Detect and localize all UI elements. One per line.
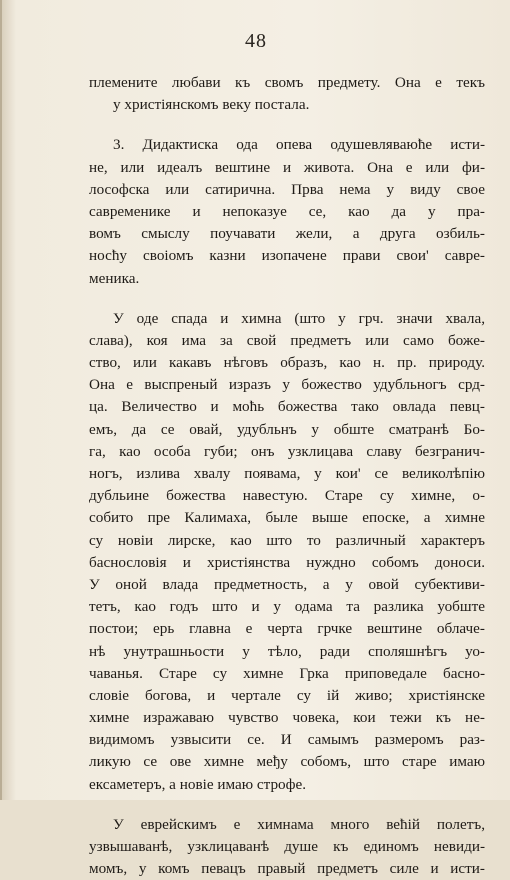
text-line: баснословiя и христiянства нуждно собомъ доноси. [89,553,485,571]
text-line: ногъ, излива хвалу появама, у кои' се великолѣпiю [89,465,485,482]
text-line: не, или идеалъ вештине и живота. Она е или фи- [89,158,485,176]
text-line: племените любави къ свомъ предмету. Она е текъ [89,74,485,91]
text-line: узвышаванѣ, узклицаванѣ душе къ единомъ невиди- [89,838,485,855]
text-line: нѣ унутрашньости у тѣло, ради споляшнѣгъ уо- [89,642,485,660]
text-line: тетъ, као годъ што и у одама та разлика уобште [89,598,485,616]
paragraph-1 [89,72,485,116]
text-line: слава), коя има за свой предметъ или само боже- [89,331,485,349]
paragraph-4 [89,814,485,880]
text-line: У оной влада предметность, а у овой субективи- [89,575,485,593]
text-line: носћу своiомъ казни изопачене прави свои' савре- [89,247,485,265]
text-line: 3. Дидактиска ода опева одушевляваюће исти- [113,136,485,154]
text-line: емъ, да се овай, удубльнъ у обште сматранѣ Бо- [89,420,485,438]
text-line: га, као особа губи; онъ узклицава славу безгранич- [89,442,485,460]
text-line: собито пре Калимаха, быле выше епоске, а химне [89,509,485,527]
text-line: вомъ смыслу поучавати жели, а друга озбиль- [89,225,485,243]
text-line: химне изражаваю чувство човека, кои тежи къ не- [89,709,485,727]
text-line: постои; ерь главна е черта грчке вештине облаче- [89,620,485,638]
text-line: у христiянскомъ веку постала. [113,96,310,114]
text-line: ексаметеръ, а новiе имаю строфе. [89,775,307,793]
text-line: ца. Величество и моћь божества тако овлада певц- [89,398,485,416]
text-line: савременике и непоказуе се, као да у пра- [89,202,485,220]
text-line: су новiи лирске, као што то различный характеръ [89,531,485,549]
text-line: ликую се ове химне међу собомъ, што старе имаю [89,753,485,771]
page-number: 48 [245,30,267,52]
text-line: чаванья. Старе су химне Грка приповедале басно- [89,664,485,682]
text-line: словiе богова, и чертале су iй живо; христiянске [89,686,485,704]
text-line: У оде спада и химна (што у грч. значи хвала, [113,309,485,327]
text-line: момъ, у комъ певацъ правый предметъ силе и исти- [89,860,485,878]
paragraph-2 [89,134,485,289]
text-line: У еврейскимъ е химнама много већiй полетъ, [113,815,485,833]
text-line: Она е выспреный изразъ у божество удубльногъ срд- [89,376,485,394]
page-text [89,72,485,880]
text-line: дубльине божества навестую. Старе су химне, о- [89,487,485,505]
text-line: лософска или сатирична. Прва нема у виду свое [89,180,485,198]
text-line: видимомъ узвысити се. И самымъ размеромъ раз- [89,731,485,749]
paragraph-3 [89,308,485,796]
text-line: ство, или какавъ нѣговъ образъ, као н. пр. природу. [89,354,485,372]
text-line: меника. [89,269,140,287]
